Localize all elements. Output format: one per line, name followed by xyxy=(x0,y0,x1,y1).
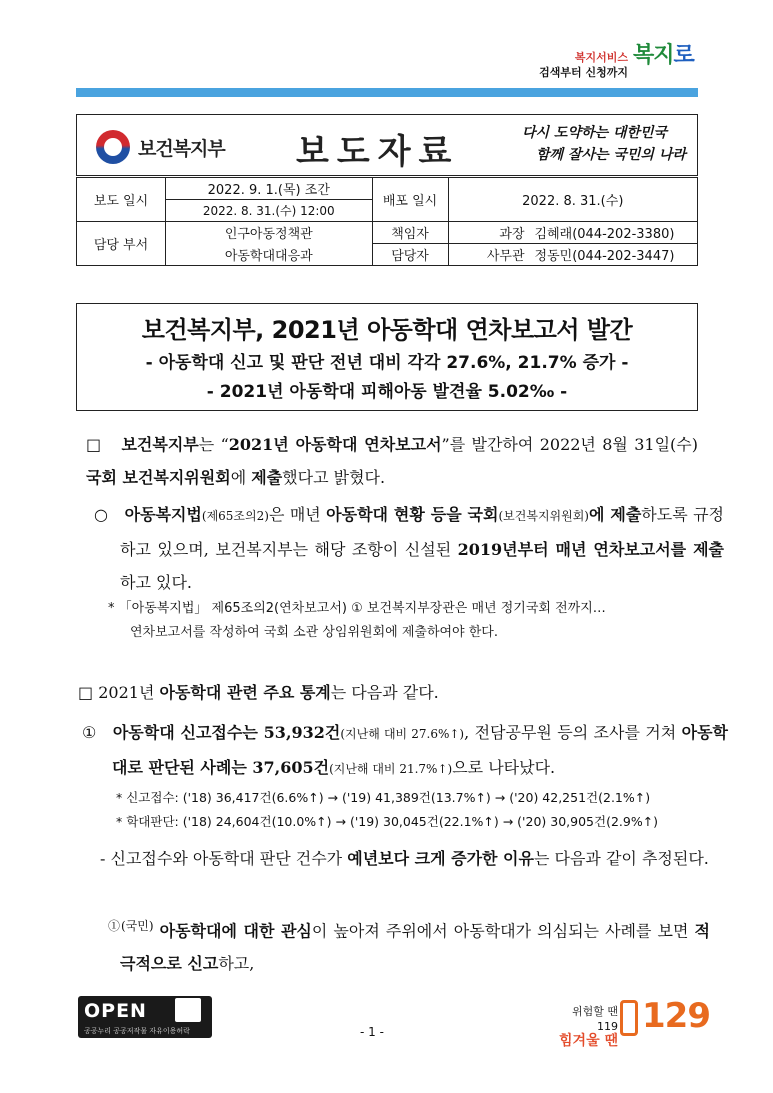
p1-ministry: 보건복지부 xyxy=(121,435,199,454)
stats-footnotes xyxy=(116,786,698,834)
hotline-line2: 힘겨울 땐 xyxy=(559,1033,618,1049)
dash-bullet: - xyxy=(100,849,106,868)
p1-text: 했다고 밝혔다. xyxy=(282,468,386,487)
p2-committee-note: (보건복지위원회) xyxy=(498,509,589,523)
ministry-name: 보건복지부 xyxy=(138,138,225,160)
p2-article: (제65조의2) xyxy=(201,509,269,523)
paragraph-4 xyxy=(82,716,728,786)
staff-title: 사무관 xyxy=(448,244,529,266)
staff-label: 담당자 xyxy=(372,244,448,266)
p2-bold: 에 제출 xyxy=(589,505,642,524)
manager-name: 김혜래(044-202-3380) xyxy=(529,222,698,244)
paragraph-1 xyxy=(86,428,698,494)
phone-icon xyxy=(620,1000,638,1036)
headline-title: 보건복지부, 2021년 아동학대 연차보고서 발간 xyxy=(141,316,633,344)
p4-report-count: 아동학대 신고접수는 53,932건 xyxy=(112,723,341,742)
p3-bold: 아동학대 관련 주요 통계 xyxy=(159,683,331,702)
p3-text: 2021년 xyxy=(98,683,160,702)
p6-marker: ①(국민) xyxy=(108,919,154,933)
headline-subtitle-1: - 아동학대 신고 및 판단 전년 대비 각각 27.6%, 21.7% 증가 - xyxy=(145,353,629,373)
p5-bold: 예년보다 크게 증가한 이유 xyxy=(347,849,534,868)
slogan-line2: 함께 잘사는 국민의 나라 xyxy=(536,147,686,163)
release-info-table xyxy=(76,177,698,266)
footnote-reports: * 신고접수: ('18) 36,417건(6.6%↑) → ('19) 41,389건(13.7%↑) → ('20) 42,251건(2.1%↑) xyxy=(116,790,651,805)
circle-bullet: ○ xyxy=(94,505,109,524)
paragraph-3 xyxy=(78,676,698,709)
bokjiro-logo-ro: 로 xyxy=(673,43,694,68)
header-blue-bar xyxy=(76,88,698,97)
page-number: - 1 - xyxy=(360,1025,384,1039)
p1-text: 에 xyxy=(230,468,252,487)
manager-label: 책임자 xyxy=(372,222,448,244)
p2-text: 하도록 규정하고 있으며, 보건복지부는 해당 조항이 신설된 xyxy=(120,505,724,559)
staff-name: 정동민(044-202-3447) xyxy=(529,244,698,266)
open-label: OPEN xyxy=(84,1000,147,1022)
p1-submit: 제출 xyxy=(251,468,283,487)
p6-bold: 아동학대에 대한 관심 xyxy=(159,921,312,941)
dept-line1: 인구아동정책관 xyxy=(166,222,373,244)
p1-report-title: 2021년 아동학대 연차보고서 xyxy=(228,435,442,454)
p2-bold: 2019년부터 매년 연차보고서를 제출 xyxy=(457,540,724,559)
p1-committee: 국회 보건복지위원회 xyxy=(86,468,231,487)
p5-text: 신고접수와 아동학대 판단 건수가 xyxy=(110,849,348,868)
p4-judged-change: (지난해 대비 21.7%↑) xyxy=(329,762,453,776)
p4-text: , 전담공무원 등의 조사를 거쳐 xyxy=(464,723,682,742)
slogan-line1: 다시 도약하는 대한민국 xyxy=(522,125,667,141)
dept-label: 담당 부서 xyxy=(77,222,166,266)
p1-text: 는 “ xyxy=(198,435,229,454)
p2-text: 은 매년 xyxy=(268,505,327,524)
open-sublabel: 공공누리 공공저작물 자유이용허락 xyxy=(84,1027,190,1035)
footnote-law-line2: 연차보고서를 작성하여 국회 소관 상임위원회에 제출하여야 한다. xyxy=(130,625,498,640)
release-date-line2: 2022. 8. 31.(수) 12:00 xyxy=(166,200,373,222)
attribution-person-icon xyxy=(175,998,201,1022)
footnote-law-line1: * 「아동복지법」 제65조의2(연차보고서) ① 보건복지부장관은 매년 정기국회 전까지… xyxy=(108,601,606,616)
square-bullet: □ xyxy=(78,683,94,702)
government-slogan xyxy=(522,122,692,166)
bokjiro-logo xyxy=(633,38,694,69)
distribute-date-label: 배포 일시 xyxy=(372,178,448,222)
p2-bold: 아동학대 현황 등을 국회 xyxy=(326,505,499,524)
p4-judged-count: 아동학대로 판단된 사례는 37,605건 xyxy=(112,723,728,777)
footnote-law xyxy=(108,597,698,645)
p4-report-change: (지난해 대비 27.6%↑) xyxy=(340,727,465,741)
circled-number-1: ① xyxy=(82,723,97,742)
p4-text: 으로 나타났다. xyxy=(452,758,556,777)
taegeuk-emblem-icon xyxy=(96,130,130,164)
square-bullet: □ xyxy=(86,435,103,454)
footnote-judgments: * 학대판단: ('18) 24,604건(10.0%↑) → ('19) 30,045건(22.1%↑) → ('20) 30,905건(2.9%↑) xyxy=(116,814,659,829)
p1-text: ”를 발간하여 2022년 8월 31일(수) xyxy=(441,435,698,454)
bokjiro-banner-text xyxy=(520,50,628,80)
p3-text: 는 다음과 같다. xyxy=(330,683,439,702)
ministry-logo xyxy=(96,130,130,164)
paragraph-5 xyxy=(100,842,718,875)
press-release-title: 보도자료 xyxy=(296,132,460,172)
dept-line2: 아동학대대응과 xyxy=(166,244,373,266)
p6-text: 이 높아져 주위에서 아동학대가 의심되는 사례를 보면 xyxy=(311,921,695,941)
p6-bold: 적극적으로 신고 xyxy=(120,921,710,974)
paragraph-6 xyxy=(108,910,710,980)
banner-line1: 복지서비스 xyxy=(574,51,628,64)
p2-law: 아동복지법 xyxy=(124,505,202,524)
banner-line2: 검색부터 신청까지 xyxy=(539,66,628,79)
distribute-date-value: 2022. 8. 31.(수) xyxy=(448,178,697,222)
release-date-label: 보도 일시 xyxy=(77,178,166,222)
headline-subtitle-2: - 2021년 아동학대 피해아동 발견율 5.02‰ - xyxy=(206,382,568,402)
hotline-line1: 위험할 땐 119 xyxy=(571,1005,618,1033)
release-date-line1: 2022. 9. 1.(목) 조간 xyxy=(166,178,373,200)
p6-text: 하고, xyxy=(218,954,255,974)
bokjiro-logo-main: 복지 xyxy=(633,43,674,68)
p2-text: 하고 있다. xyxy=(120,573,192,592)
paragraph-2 xyxy=(94,498,724,599)
hotline-caption xyxy=(558,1004,618,1049)
hotline-number: 129 xyxy=(642,996,710,1036)
p5-text: 는 다음과 같이 추정된다. xyxy=(533,849,709,868)
manager-title: 과장 xyxy=(448,222,529,244)
